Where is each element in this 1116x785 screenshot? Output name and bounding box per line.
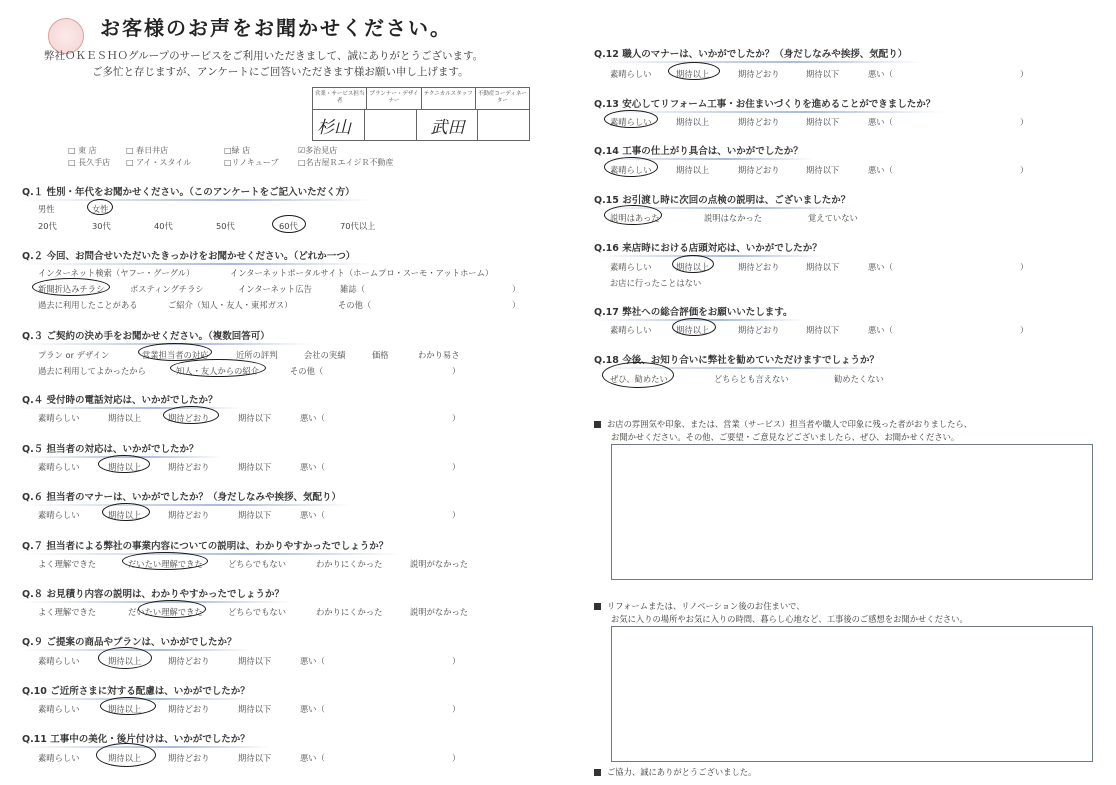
q13-answer-circle — [604, 110, 658, 128]
q11-opt-bad[interactable]: 悪い（ — [300, 753, 325, 763]
q3-opt-plan[interactable]: プラン or デザイン — [38, 350, 110, 360]
q1-age-40[interactable]: 40代 — [154, 221, 173, 231]
q11-opt-expected[interactable]: 期待どおり — [168, 753, 210, 763]
q13-bad-close: ） — [1020, 117, 1029, 127]
q4-title: Q.４ 受付時の電話対応は、いかがでしたか？ — [22, 392, 242, 409]
bullet-square-icon — [594, 603, 601, 610]
q14-answer-circle — [604, 157, 658, 177]
q5-opt-below[interactable]: 期待以下 — [238, 462, 272, 472]
q5-opt-bad[interactable]: 悪い（ — [300, 462, 325, 472]
q12-opt-below[interactable]: 期待以下 — [806, 69, 840, 79]
q1-age-70[interactable]: 70代以上 — [340, 221, 376, 231]
store-kasugai-checkbox[interactable]: □ 春日井店 — [126, 146, 169, 155]
q15-opt-forgot[interactable]: 覚えていない — [808, 213, 858, 223]
staff-header-realestate: 不動産コーディネーター — [477, 91, 527, 104]
q9-answer-circle — [98, 647, 152, 669]
q17-opt-bad[interactable]: 悪い（ — [868, 325, 893, 335]
q8-opt-neutral[interactable]: どちらでもない — [228, 607, 286, 617]
q12-bad-close: ） — [1020, 69, 1029, 79]
q7-opt-unclear[interactable]: わかりにくかった — [316, 559, 383, 569]
q1-age-circle — [272, 215, 306, 233]
q5-bad-close: ） — [452, 462, 461, 472]
q16-opt-below[interactable]: 期待以下 — [806, 262, 840, 272]
q9-opt-above[interactable]: 期待以上 — [108, 656, 142, 666]
q10-bad-close: ） — [452, 704, 461, 714]
q7-opt-none[interactable]: 説明がなかった — [410, 559, 469, 569]
q2-opt-flyer[interactable]: 新聞折込みチラシ — [38, 284, 105, 294]
q16-answer-circle — [672, 255, 714, 273]
q1-age-30[interactable]: 30代 — [92, 221, 111, 231]
q7-title: Q.７ 担当者による弊社の事業内容についての説明は、わかりやすかったでしょうか？ — [22, 538, 402, 555]
q7-opt-mostly[interactable]: だいたい理解できた — [128, 559, 203, 569]
q10-opt-excellent[interactable]: 素晴らしい — [38, 704, 80, 714]
staff-name-planner[interactable] — [365, 110, 417, 140]
q16-opt-never-visited[interactable]: お店に行ったことはない — [610, 278, 702, 288]
q13-opt-below[interactable]: 期待以下 — [806, 117, 840, 127]
q14-opt-bad[interactable]: 悪い（ — [868, 165, 893, 175]
q11-answer-circle — [96, 743, 156, 767]
comment2-textarea[interactable] — [611, 626, 1093, 762]
comment1-prompt-2: お聞かせください。その他、ご要望・ご意見などございましたら、ぜひ、お聞かせください。 — [611, 432, 960, 442]
q1-gender-circle — [87, 199, 113, 215]
footer-thanks — [594, 766, 756, 778]
staff-header-planner: プランナー・デザイナー — [367, 88, 421, 109]
comment2-line1 — [594, 600, 805, 612]
q15-opt-yes[interactable]: 説明はあった — [610, 213, 660, 223]
store-renocube-checkbox[interactable]: □リノキューブ — [224, 158, 279, 167]
footer-text: ご協力、誠にありがとうございました。 — [607, 767, 757, 777]
q11-opt-below[interactable]: 期待以下 — [238, 753, 272, 763]
q10-opt-bad[interactable]: 悪い（ — [300, 704, 325, 714]
q17-opt-above[interactable]: 期待以上 — [676, 325, 710, 335]
q17-title: Q.17 弊社への総合評価をお願いいたします。 — [594, 304, 804, 321]
q1-age-20[interactable]: 20代 — [38, 221, 57, 231]
q6-title: Q.６ 担当者のマナーは、いかがでしたか？（身だしなみや挨拶、気配り） — [22, 489, 352, 506]
q17-opt-expected[interactable]: 期待どおり — [738, 325, 780, 335]
q2-opt-past[interactable]: 過去に利用したことがある — [38, 300, 138, 310]
q18-opt-no[interactable]: 勧めたくない — [834, 374, 884, 384]
q2-other-close: ） — [512, 300, 521, 310]
q16-bad-close: ） — [1020, 262, 1029, 272]
q8-answer-circle — [138, 600, 206, 618]
comment1-prompt-1: お店の雰囲気や印象、または、営業（サービス）担当者や職人で印象に残った者がおりましたら、 — [607, 419, 973, 429]
store-nagakute-checkbox[interactable]: □ 長久手店 — [68, 158, 111, 167]
bullet-square-icon — [594, 421, 601, 428]
q10-opt-expected[interactable]: 期待どおり — [168, 704, 210, 714]
q5-opt-above[interactable]: 期待以上 — [108, 462, 142, 472]
q14-bad-close: ） — [1020, 165, 1029, 175]
q7-opt-well[interactable]: よく理解できた — [38, 559, 97, 569]
q15-title: Q.15 お引渡し時に次回の点検の説明は、ございましたか？ — [594, 192, 854, 209]
q8-title: Q.８ お見積り内容の説明は、わかりやすかったでしょうか？ — [22, 586, 292, 603]
q5-opt-excellent[interactable]: 素晴らしい — [38, 462, 80, 472]
greeting-line-1: 弊社ＯＫＥＳＨＯグループのサービスをご利用いただきまして、誠にありがとうございます。 — [44, 50, 484, 62]
q4-opt-expected[interactable]: 期待どおり — [168, 413, 210, 423]
q17-answer-circle — [672, 318, 716, 336]
q3-opt-reputation[interactable]: 近所の評判 — [236, 350, 278, 360]
q4-opt-above[interactable]: 期待以上 — [108, 413, 142, 423]
q2-opt-search[interactable]: インターネット検索（ヤフー・グーグル） — [38, 268, 195, 278]
q13-title: Q.13 安心してリフォーム工事・お住まいづくりを進めることができましたか？ — [594, 96, 944, 113]
comment1-line1 — [594, 418, 972, 430]
q10-opt-below[interactable]: 期待以下 — [238, 704, 272, 714]
q9-bad-close: ） — [452, 656, 461, 666]
q5-opt-expected[interactable]: 期待どおり — [168, 462, 210, 472]
store-istyle-checkbox[interactable]: □ アイ・スタイル — [126, 158, 192, 167]
store-higashi-checkbox[interactable]: □ 東 店 — [68, 146, 97, 155]
q16-opt-bad[interactable]: 悪い（ — [868, 262, 893, 272]
q4-opt-excellent[interactable]: 素晴らしい — [38, 413, 80, 423]
q3-other-close: ） — [452, 366, 461, 376]
staff-header-sales: 営業・サービス担当者 — [313, 88, 367, 109]
store-nagoya-checkbox[interactable]: □名古屋ＲエイジＲ不動産 — [298, 158, 394, 167]
q8-opt-unclear[interactable]: わかりにくかった — [316, 607, 383, 617]
q13-opt-excellent[interactable]: 素晴らしい — [610, 117, 652, 127]
q14-title: Q.14 工事の仕上がり具合は、いかがでしたか？ — [594, 143, 814, 160]
q14-opt-excellent[interactable]: 素晴らしい — [610, 165, 652, 175]
q3-sales-circle — [138, 343, 212, 361]
q8-opt-mostly[interactable]: だいたい理解できた — [128, 607, 203, 617]
q2-flyer-circle — [32, 278, 110, 296]
q9-opt-below[interactable]: 期待以下 — [238, 656, 272, 666]
store-midori-checkbox[interactable]: □緑 店 — [224, 146, 251, 155]
q3-opt-other[interactable]: その他（ — [290, 366, 324, 376]
q11-opt-excellent[interactable]: 素晴らしい — [38, 753, 80, 763]
greeting-line-2: ご多忙と存じますが、アンケートにご回答いただきます様お願い申し上げます。 — [92, 66, 469, 78]
q12-opt-expected[interactable]: 期待どおり — [738, 69, 780, 79]
q11-bad-close: ） — [452, 753, 461, 763]
q1-gender-male[interactable]: 男性 — [38, 204, 55, 214]
staff-table — [312, 87, 530, 141]
q13-opt-expected[interactable]: 期待どおり — [738, 117, 780, 127]
q9-title: Q.９ ご提案の商品やプランは、いかがでしたか？ — [22, 634, 252, 651]
q6-opt-above[interactable]: 期待以上 — [108, 510, 142, 520]
q16-title: Q.16 来店時における店頭対応は、いかがでしたか？ — [594, 240, 824, 257]
staff-header-technical: テクニカルスタッフ — [422, 88, 476, 109]
comment1-textarea[interactable] — [611, 444, 1093, 580]
q17-bad-close: ） — [1020, 325, 1029, 335]
q13-opt-above[interactable]: 期待以上 — [676, 117, 710, 127]
q6-opt-excellent[interactable]: 素晴らしい — [38, 510, 80, 520]
q7-answer-circle — [122, 552, 208, 570]
staff-name-realestate[interactable] — [478, 110, 529, 140]
q2-title: Q.２ 今回、お問合せいただいたきっかけをお聞かせください。（どれか一つ） — [22, 248, 372, 265]
q10-opt-above[interactable]: 期待以上 — [108, 704, 142, 714]
q6-opt-expected[interactable]: 期待どおり — [168, 510, 210, 520]
q4-opt-bad[interactable]: 悪い（ — [300, 413, 325, 423]
q2-opt-other[interactable]: その他（ — [338, 300, 372, 310]
q16-opt-expected[interactable]: 期待どおり — [738, 262, 780, 272]
q10-title: Q.10 ご近所さまに対する配慮は、いかがでしたか？ — [22, 683, 252, 700]
q6-answer-circle — [102, 503, 150, 521]
q2-opt-webad[interactable]: インターネット広告 — [238, 284, 312, 294]
q9-opt-bad[interactable]: 悪い（ — [300, 656, 325, 666]
comment2-prompt-1: リフォームまたは、リノベーション後のお住まいで、 — [607, 601, 805, 611]
q15-answer-circle — [604, 205, 662, 225]
bullet-square-icon — [594, 769, 601, 776]
q2-opt-portal[interactable]: インターネットポータルサイト（ホームプロ・スーモ・アットホーム） — [230, 268, 494, 278]
q2-opt-posting[interactable]: ポスティングチラシ — [130, 284, 204, 294]
q3-opt-sales[interactable]: 営業担当者の対応 — [142, 350, 209, 360]
store-tajimi-checkbox[interactable]: ☑多治見店 — [298, 146, 338, 155]
page-title: お客様のお声をお聞かせください。 — [100, 16, 452, 40]
q4-opt-below[interactable]: 期待以下 — [238, 413, 272, 423]
q18-answer-circle — [602, 362, 674, 388]
q2-opt-referral[interactable]: ご紹介（知人・友人・東邦ガス） — [168, 300, 293, 310]
q5-answer-circle — [98, 455, 150, 473]
q3-title: Q.３ ご契約の決め手をお聞かせください。（複数回答可） — [22, 328, 312, 345]
q11-opt-above[interactable]: 期待以上 — [108, 753, 142, 763]
q1-title: Q.１ 性別・年代をお聞かせください。（このアンケートをご記入いただく方） — [22, 184, 372, 201]
q8-opt-well[interactable]: よく理解できた — [38, 607, 97, 617]
q6-bad-close: ） — [452, 510, 461, 520]
comment2-prompt-2: お気に入りの場所やお気に入りの時間、暮らし心地など、工事後のご感想をお聞かせください。 — [611, 614, 968, 624]
q2-magazine-close: ） — [512, 284, 521, 294]
staff-name-sales[interactable]: 杉山 — [313, 110, 365, 140]
q16-opt-above[interactable]: 期待以上 — [676, 262, 710, 272]
q12-opt-above[interactable]: 期待以上 — [676, 69, 710, 79]
q18-opt-neutral[interactable]: どちらとも言えない — [714, 374, 789, 384]
q8-opt-none[interactable]: 説明がなかった — [410, 607, 469, 617]
q12-title: Q.12 職人のマナーは、いかがでしたか？（身だしなみや挨拶、気配り） — [594, 46, 924, 63]
q3-referral-circle — [170, 359, 266, 377]
q12-opt-bad[interactable]: 悪い（ — [868, 69, 893, 79]
q17-opt-excellent[interactable]: 素晴らしい — [610, 325, 652, 335]
q3-opt-past[interactable]: 過去に利用してよかったから — [38, 366, 146, 376]
q1-age-50[interactable]: 50代 — [216, 221, 235, 231]
q16-opt-excellent[interactable]: 素晴らしい — [610, 262, 652, 272]
q3-opt-record[interactable]: 会社の実績 — [304, 350, 346, 360]
q11-title: Q.11 工事中の美化・後片付けは、いかがでしたか？ — [22, 731, 272, 748]
q14-opt-expected[interactable]: 期待どおり — [738, 165, 780, 175]
q4-bad-close: ） — [452, 413, 461, 423]
q18-opt-yes[interactable]: ぜひ、勧めたい — [610, 374, 668, 384]
q9-opt-expected[interactable]: 期待どおり — [168, 656, 210, 666]
q15-opt-no[interactable]: 説明はなかった — [704, 213, 763, 223]
q10-answer-circle — [100, 697, 156, 715]
q13-opt-bad[interactable]: 悪い（ — [868, 117, 893, 127]
q1-gender-female[interactable]: 女性 — [92, 204, 109, 214]
q17-opt-below[interactable]: 期待以下 — [806, 325, 840, 335]
q4-answer-circle — [163, 406, 219, 424]
q18-title: Q.18 今後、お知り合いに弊社を勧めていただけますでしょうか？ — [594, 352, 884, 369]
q3-opt-clarity[interactable]: わかり易さ — [418, 350, 460, 360]
q5-title: Q.５ 担当者の対応は、いかがでしたか？ — [22, 441, 222, 458]
q2-opt-magazine[interactable]: 雑誌（ — [340, 284, 365, 294]
q1-age-60[interactable]: 60代 — [279, 221, 298, 231]
q6-opt-bad[interactable]: 悪い（ — [300, 510, 325, 520]
q3-opt-referral[interactable]: 知人・友人からの紹介 — [176, 366, 259, 376]
q9-opt-excellent[interactable]: 素晴らしい — [38, 656, 80, 666]
q7-opt-neutral[interactable]: どちらでもない — [228, 559, 286, 569]
staff-name-technical[interactable]: 武田 — [417, 110, 479, 140]
q3-opt-price[interactable]: 価格 — [372, 350, 389, 360]
q12-answer-circle — [668, 62, 720, 80]
q6-opt-below[interactable]: 期待以下 — [238, 510, 272, 520]
q14-opt-above[interactable]: 期待以上 — [676, 165, 710, 175]
q12-opt-excellent[interactable]: 素晴らしい — [610, 69, 652, 79]
q14-opt-below[interactable]: 期待以下 — [806, 165, 840, 175]
